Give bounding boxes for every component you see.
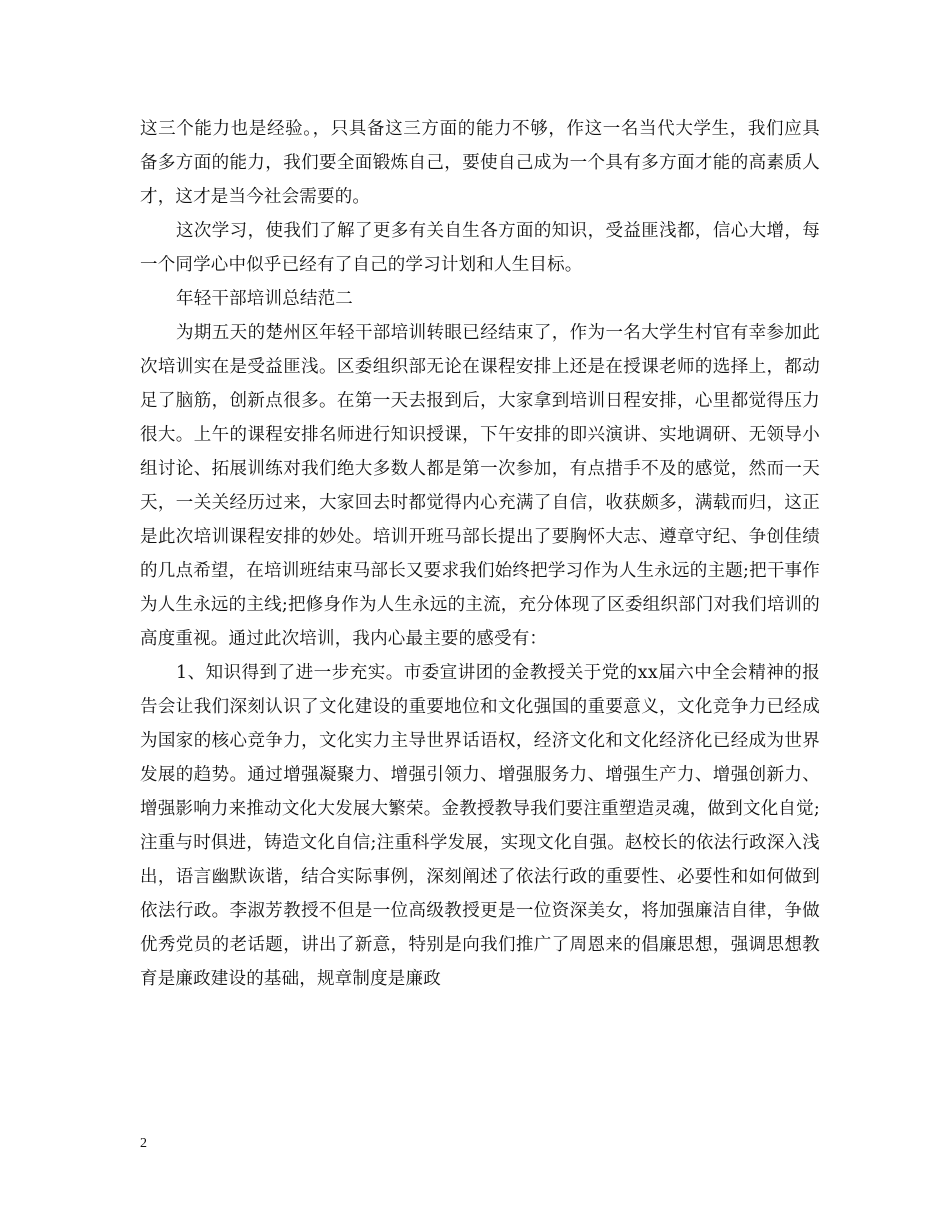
page-number: 2	[140, 1136, 147, 1151]
paragraph-1: 这三个能力也是经验。，只具备这三方面的能力不够，作这一名当代大学生，我们应具备多方面的能力，我们要全面锻炼自己，要使自己成为一个具有多方面才能的高素质人才，这才是当今社会需要的。	[140, 119, 820, 207]
section-heading: 年轻干部培训总结范二	[176, 289, 353, 309]
paragraph-4: 1、知识得到了进一步充实。市委宣讲团的金教授关于党的xx届六中全会精神的报告会让我们深刻认识了文化建设的重要地位和文化强国的重要意义，文化竞争力已经成为国家的核心竞争力，文化实力主导世界话语权，经济文化和文化经济化已经成为世界发展的趋势。通过增强凝聚力、增强引领力、增强服务力、增强生产力、增强创新力、增强影响力来推动文化大发展大繁荣。金教授教导我们要注重塑造灵魂，做到文化自觉;注重与时俱进，铸造文化自信;注重科学发展，实现文化自强。赵校长的依法行政深入浅出，语言幽默诙谐，结合实际事例，深刻阐述了依法行政的重要性、必要性和如何做到依法行政。李淑芳教授不但是一位高级教授更是一位资深美女，将加强廉洁自律，争做优秀党员的老话题，讲出了新意，特别是向我们推广了周恩来的倡廉思想，强调思想教育是廉政建设的基础，规章制度是廉政	[140, 663, 820, 989]
document-body	[140, 112, 820, 996]
paragraph-3: 为期五天的楚州区年轻干部培训转眼已经结束了，作为一名大学生村官有幸参加此次培训实在是受益匪浅。区委组织部无论在课程安排上还是在授课老师的选择上，都动足了脑筋，创新点很多。在第一天去报到后，大家拿到培训日程安排，心里都觉得压力很大。上午的课程安排名师进行知识授课，下午安排的即兴演讲、实地调研、无领导小组讨论、拓展训练对我们绝大多数人都是第一次参加，有点措手不及的感觉，然而一天天，一关关经历过来，大家回去时都觉得内心充满了自信，收获颇多，满载而归，这正是此次培训课程安排的妙处。培训开班马部长提出了要胸怀大志、遵章守纪、争创佳绩的几点希望，在培训班结束马部长又要求我们始终把学习作为人生永远的主题;把干事作为人生永远的主线;把修身作为人生永远的主流，充分体现了区委组织部门对我们培训的高度重视。通过此次培训，我内心最主要的感受有：	[140, 323, 820, 649]
paragraph-2: 这次学习，使我们了解了更多有关自生各方面的知识，受益匪浅都，信心大增，每一个同学心中似乎已经有了自己的学习计划和人生目标。	[140, 221, 820, 275]
